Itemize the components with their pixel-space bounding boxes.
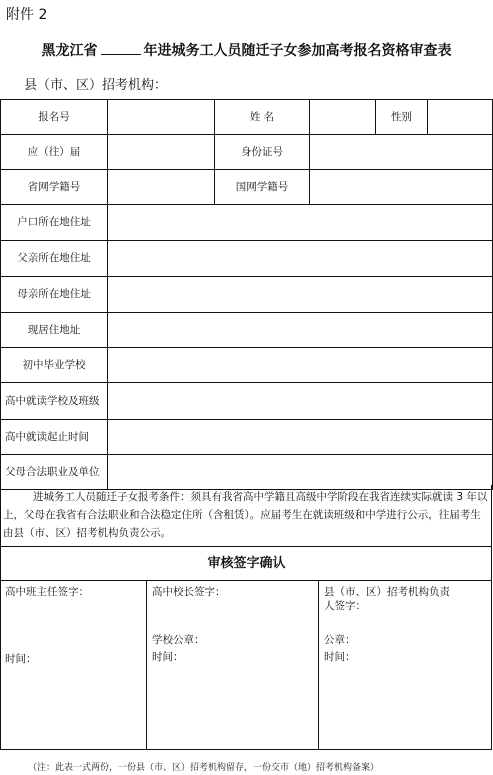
row-field[interactable] (108, 241, 493, 277)
table-row (1, 383, 493, 420)
footnote: （注：此表一式两份，一份县（市、区）招考机构留存，一份交市（地）招考机构备案） (28, 763, 380, 773)
row-field[interactable] (108, 313, 493, 348)
office-time-label: 时间： (324, 651, 356, 663)
principal-sign-label: 高中校长签字： (152, 586, 226, 598)
row-label: 高中就读学校及班级 (1, 383, 108, 420)
prov-status-field[interactable] (108, 170, 215, 205)
prov-status-label: 省网学籍号 (1, 170, 108, 205)
grad-year-field[interactable] (108, 135, 215, 170)
table-row (1, 277, 493, 313)
form-title (0, 40, 493, 60)
school-seal-label: 学校公章： (152, 634, 205, 646)
row-field[interactable] (108, 205, 493, 241)
id-no-label: 身份证号 (215, 135, 310, 170)
title-province: 黑龙江省 (41, 43, 98, 59)
name-field[interactable] (310, 100, 376, 135)
table-row (1, 100, 493, 135)
row-field[interactable] (108, 420, 493, 455)
grad-year-label: 应（往）届 (1, 135, 108, 170)
table-row (1, 241, 493, 277)
table-row (1, 348, 493, 383)
table-row (1, 170, 493, 205)
sign-divider-1 (146, 580, 147, 750)
attachment-label: 附件 2 (6, 7, 48, 23)
row-label: 母亲所在地住址 (1, 277, 108, 313)
year-blank (101, 42, 141, 55)
gender-field[interactable] (428, 100, 493, 135)
nat-status-label: 国网学籍号 (215, 170, 310, 205)
row-label: 初中毕业学校 (1, 348, 108, 383)
sign-section-title: 审核签字确认 (207, 556, 286, 571)
table-row (1, 135, 493, 170)
sign-divider-2 (318, 580, 319, 750)
principal-time-label: 时间： (152, 651, 184, 663)
row-label: 高中就读起止时间 (1, 420, 108, 455)
table-row (1, 420, 493, 455)
name-label: 姓 名 (215, 100, 310, 135)
reg-no-field[interactable] (108, 100, 215, 135)
id-no-field[interactable] (310, 135, 493, 170)
row-label: 父母合法职业及单位 (1, 455, 108, 490)
row-label: 户口所在地住址 (1, 205, 108, 241)
row-label: 现居住地址 (1, 313, 108, 348)
row-field[interactable] (108, 277, 493, 313)
table-row (1, 313, 493, 348)
title-text: 年进城务工人员随迁子女参加高考报名资格审查表 (143, 43, 452, 59)
row-label: 父亲所在地住址 (1, 241, 108, 277)
exam-office-label: 县（市、区）招考机构： (24, 78, 168, 93)
row-field[interactable] (108, 348, 493, 383)
info-table (0, 99, 493, 490)
office-sign-label: 县（市、区）招考机构负责人签字： (324, 586, 450, 612)
table-row (1, 205, 493, 241)
teacher-sign-label: 高中班主任签字： (5, 586, 89, 598)
teacher-time-label: 时间： (5, 653, 37, 665)
office-seal-label: 公章： (324, 634, 356, 646)
gender-label: 性别 (376, 100, 428, 135)
nat-status-field[interactable] (310, 170, 493, 205)
eligibility-notice: 进城务工人员随迁子女报考条件：须具有我省高中学籍且高级中学阶段在我省连续实际就读 3 年以上，父母在我省有合法职业和合法稳定住所（含租赁）。应届考生在就读班级和中学进行公示，往届考生由县（市、区）招考机构负责公示。 (3, 491, 488, 539)
reg-no-label: 报名号 (1, 100, 108, 135)
row-field[interactable] (108, 383, 493, 420)
